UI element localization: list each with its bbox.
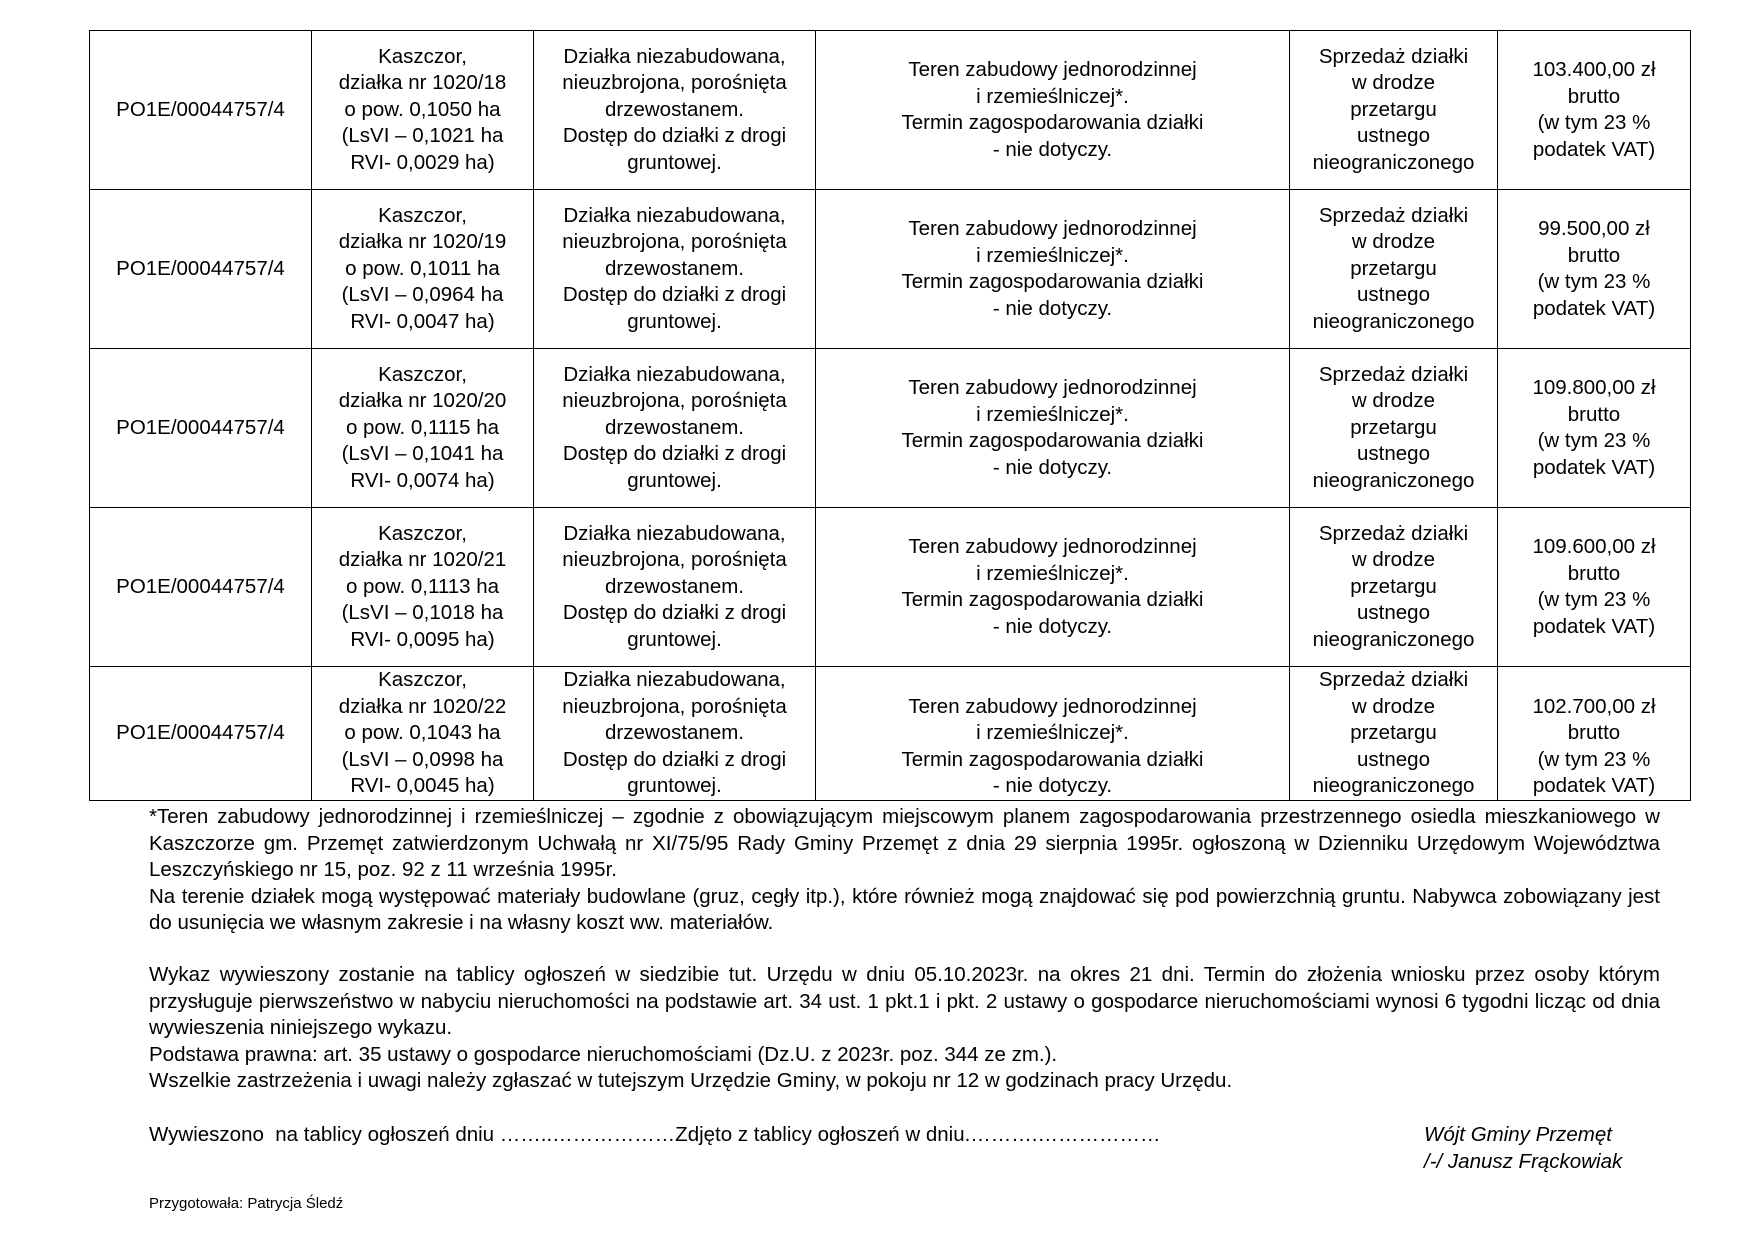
objections-text: Wszelkie zastrzeżenia i uwagi należy zgłaszać w tutejszym Urzędzie Gminy, w pokoju nr 12 w godzinach pracy Urzędu. — [149, 1069, 1233, 1092]
legal-basis-text: Podstawa prawna: art. 35 ustawy o gospodarce nieruchomościami (Dz.U. z 2023r. poz. 344 ze zm.). — [149, 1042, 1058, 1066]
plot-description-cell: Działka niezabudowana, nieuzbrojona, porośnięta drzewostanem. Dostęp do działki z drogi gruntowej. — [534, 349, 816, 508]
plot-description-cell: Działka niezabudowana, nieuzbrojona, porośnięta drzewostanem. Dostęp do działki z drogi gruntowej. — [534, 667, 816, 801]
price-cell: 102.700,00 zł brutto (w tym 23 % podatek VAT) — [1498, 667, 1691, 801]
disposal-method-cell: Sprzedaż działki w drodze przetargu ustnego nieograniczonego — [1290, 349, 1498, 508]
posting-dates-line: Wywieszono na tablicy ogłoszeń dniu ……..………………Zdjęto z tablicy ogłoszeń w dniu.……….……………… — [149, 1123, 1161, 1146]
plot-purpose-cell: Teren zabudowy jednorodzinnej i rzemieślniczej*. Termin zagospodarowania działki - nie dotyczy. — [816, 31, 1290, 190]
table-row — [90, 190, 1691, 349]
plot-description-cell: Działka niezabudowana, nieuzbrojona, porośnięta drzewostanem. Dostęp do działki z drogi gruntowej. — [534, 190, 816, 349]
table-row — [90, 31, 1691, 190]
materials-note: Na terenie działek mogą występować materiały budowlane (gruz, cegły itp.), które również mogą znajdować się pod powierzchnią gruntu. Nabywca zobowiązany jest do usunięcia we własnym zakresie i na własny koszt ww. materiałów. — [149, 884, 1660, 934]
plot-purpose-cell: Teren zabudowy jednorodzinnej i rzemieślniczej*. Termin zagospodarowania działki - nie dotyczy. — [816, 349, 1290, 508]
plot-location-cell: Kaszczor, działka nr 1020/21 o pow. 0,1113 ha (LsVI – 0,1018 ha RVI- 0,0095 ha) — [312, 508, 534, 667]
plot-purpose-cell: Teren zabudowy jednorodzinnej i rzemieślniczej*. Termin zagospodarowania działki - nie dotyczy. — [816, 667, 1290, 801]
signatory-title: Wójt Gminy Przemęt — [1424, 1123, 1612, 1146]
disposal-method-cell: Sprzedaż działki w drodze przetargu ustnego nieograniczonego — [1290, 31, 1498, 190]
plot-location-cell: Kaszczor, działka nr 1020/22 o pow. 0,1043 ha (LsVI – 0,0998 ha RVI- 0,0045 ha) — [312, 667, 534, 801]
zoning-note: *Teren zabudowy jednorodzinnej i rzemieślniczej – zgodnie z obowiązującym miejscowym planem zagospodarowania przestrzennego osiedla mieszkaniowego w Kaszczorze gm. Przemęt zatwierdzonym Uchwałą nr XI/75/95 Rady Gminy Przemęt z dnia 29 sierpnia 1995r. ogłoszoną w Dzienniku Urzędowym Województwa Leszczyńskiego nr 15, poz. 92 z 11 września 1995r. — [149, 805, 1660, 881]
plot-location-cell: Kaszczor, działka nr 1020/18 o pow. 0,1050 ha (LsVI – 0,1021 ha RVI- 0,0029 ha) — [312, 31, 534, 190]
plots-table — [89, 30, 1691, 801]
posting-info — [149, 962, 1660, 1095]
table-row — [90, 667, 1691, 801]
disposal-method-cell: Sprzedaż działki w drodze przetargu ustnego nieograniczonego — [1290, 508, 1498, 667]
land-register-cell: PO1E/00044757/4 — [90, 508, 312, 667]
plot-location-cell: Kaszczor, działka nr 1020/20 o pow. 0,1115 ha (LsVI – 0,1041 ha RVI- 0,0074 ha) — [312, 349, 534, 508]
table-row — [90, 508, 1691, 667]
price-cell: 103.400,00 zł brutto (w tym 23 % podatek VAT) — [1498, 31, 1691, 190]
plot-description-cell: Działka niezabudowana, nieuzbrojona, porośnięta drzewostanem. Dostęp do działki z drogi gruntowej. — [534, 508, 816, 667]
prepared-by-note: Przygotowała: Patrycja Śledź — [149, 1195, 344, 1212]
plot-purpose-cell: Teren zabudowy jednorodzinnej i rzemieślniczej*. Termin zagospodarowania działki - nie dotyczy. — [816, 190, 1290, 349]
posting-period-text: Wykaz wywieszony zostanie na tablicy ogłoszeń w siedzibie tut. Urzędu w dniu 05.10.2023r. na okres 21 dni. Termin do złożenia wniosku przez osoby którym przysługuje pierwszeństwo w nabyciu nieruchomości na podstawie art. 34 ust. 1 pkt.1 i pkt. 2 ustawy o gospodarce nieruchomościami wynosi 6 tygodni licząc od dnia wywieszenia niniejszego wykazu. — [149, 963, 1660, 1039]
disposal-method-cell: Sprzedaż działki w drodze przetargu ustnego nieograniczonego — [1290, 667, 1498, 801]
signature-block — [1424, 1122, 1622, 1175]
plot-location-cell: Kaszczor, działka nr 1020/19 o pow. 0,1011 ha (LsVI – 0,0964 ha RVI- 0,0047 ha) — [312, 190, 534, 349]
price-cell: 109.600,00 zł brutto (w tym 23 % podatek VAT) — [1498, 508, 1691, 667]
plot-purpose-cell: Teren zabudowy jednorodzinnej i rzemieślniczej*. Termin zagospodarowania działki - nie dotyczy. — [816, 508, 1290, 667]
table-row — [90, 349, 1691, 508]
plot-description-cell: Działka niezabudowana, nieuzbrojona, porośnięta drzewostanem. Dostęp do działki z drogi gruntowej. — [534, 31, 816, 190]
zoning-footnote — [149, 804, 1660, 937]
disposal-method-cell: Sprzedaż działki w drodze przetargu ustnego nieograniczonego — [1290, 190, 1498, 349]
price-cell: 109.800,00 zł brutto (w tym 23 % podatek VAT) — [1498, 349, 1691, 508]
land-register-cell: PO1E/00044757/4 — [90, 667, 312, 801]
price-cell: 99.500,00 zł brutto (w tym 23 % podatek VAT) — [1498, 190, 1691, 349]
signatory-name: /-/ Janusz Frąckowiak — [1424, 1149, 1623, 1173]
land-register-cell: PO1E/00044757/4 — [90, 190, 312, 349]
land-register-cell: PO1E/00044757/4 — [90, 349, 312, 508]
land-register-cell: PO1E/00044757/4 — [90, 31, 312, 190]
